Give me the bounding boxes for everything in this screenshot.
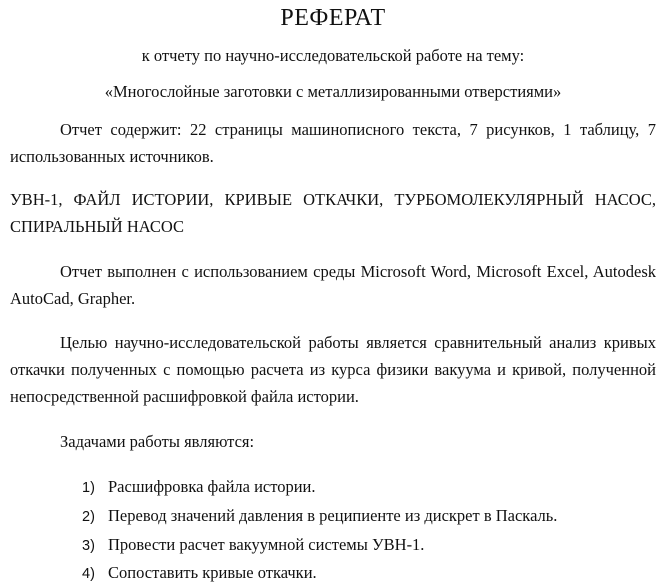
keywords-line: УВН-1, ФАЙЛ ИСТОРИИ, КРИВЫЕ ОТКАЧКИ, ТУРБОМОЛЕКУЛЯРНЫЙ НАСОС, — [10, 190, 656, 209]
list-item — [82, 477, 316, 498]
page-title: РЕФЕРАТ — [280, 5, 386, 31]
paragraph-line: использованных источников. — [10, 147, 214, 166]
paragraph-line: AutoCad, Grapher. — [10, 289, 136, 308]
list-item — [82, 563, 317, 584]
list-number: 3) — [82, 538, 95, 554]
paragraph-line: Отчет содержит: 22 страницы машинописного текста, 7 рисунков, 1 таблицу, 7 — [60, 120, 656, 139]
list-number: 2) — [82, 509, 95, 525]
paragraph-line: Отчет выполнен с использованием среды Microsoft Word, Microsoft Excel, Autodesk — [60, 262, 656, 281]
subtitle: к отчету по научно-исследовательской работе на тему: — [141, 46, 525, 65]
list-text: Сопоставить кривые откачки. — [108, 563, 317, 582]
list-item — [82, 506, 557, 527]
list-text: Перевод значений давления в реципиенте из дискрет в Паскаль. — [108, 506, 558, 525]
list-text: Расшифровка файла истории. — [108, 477, 316, 496]
paragraph-line: Целью научно-исследовательской работы является сравнительный анализ кривых — [60, 333, 656, 352]
list-number: 4) — [82, 566, 95, 582]
keywords-line: СПИРАЛЬНЫЙ НАСОС — [10, 217, 184, 236]
paragraph-line: откачки полученных с помощью расчета из курса физики вакуума и кривой, полученной — [10, 360, 656, 379]
paragraph-line: непосредственной расшифровкой файла истории. — [10, 387, 359, 406]
tasks-heading: Задачами работы являются: — [60, 432, 255, 451]
list-text: Провести расчет вакуумной системы УВН-1. — [108, 535, 425, 554]
topic: «Многослойные заготовки с металлизированными отверстиями» — [104, 82, 562, 101]
list-number: 1) — [82, 480, 95, 496]
list-item — [82, 535, 424, 556]
